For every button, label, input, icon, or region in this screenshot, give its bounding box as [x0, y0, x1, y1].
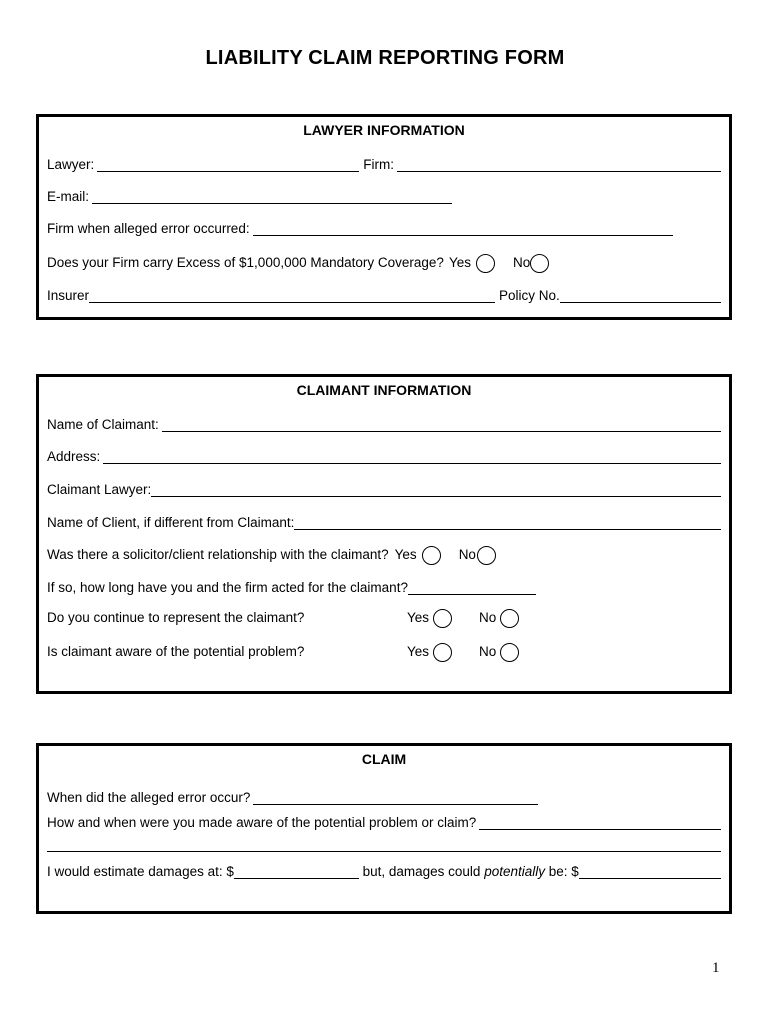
claim-heading: CLAIM: [361, 751, 407, 767]
relationship-yes-label: Yes: [394, 547, 417, 562]
email-field[interactable]: [92, 190, 452, 204]
lawyer-field[interactable]: [97, 158, 359, 172]
client-name-row: [47, 512, 721, 530]
how-long-question: If so, how long have you and the firm acted for the claimant?: [47, 580, 408, 595]
insurer-label: Insurer: [47, 288, 90, 303]
lawyer-label: Lawyer:: [47, 157, 95, 172]
continue-no-label: No: [479, 610, 497, 625]
excess-no-radio[interactable]: [530, 254, 549, 273]
aware-question: Is claimant aware of the potential problem?: [47, 644, 305, 659]
insurer-field[interactable]: [89, 289, 495, 303]
page-number: 1: [712, 960, 720, 976]
estimate-middle: but, damages could: [358, 864, 485, 879]
aware-yes-radio[interactable]: [433, 643, 452, 662]
continue-yes-label: Yes: [407, 610, 430, 625]
when-error-row: [47, 787, 721, 805]
lawyer-information-section: [36, 114, 732, 320]
claimant-name-label: Name of Claimant:: [47, 417, 159, 432]
aware-no-label: No: [479, 644, 497, 659]
continue-yes-radio[interactable]: [433, 609, 452, 628]
claim-section: [36, 743, 732, 914]
policy-label: Policy No.: [499, 288, 560, 303]
potential-damages-field[interactable]: [579, 865, 721, 879]
client-name-label: Name of Client, if different from Claimant:: [47, 515, 295, 530]
excess-yes-radio[interactable]: [476, 254, 495, 273]
how-long-field[interactable]: [408, 581, 536, 595]
how-when-field[interactable]: [479, 816, 721, 830]
continue-question: Do you continue to represent the claimant?: [47, 610, 305, 625]
lawyer-firm-row: [47, 154, 721, 172]
how-when-row: [47, 812, 721, 830]
address-field[interactable]: [103, 450, 721, 464]
firm-field[interactable]: [397, 158, 721, 172]
relationship-question: Was there a solicitor/client relationship with the claimant?: [47, 547, 389, 562]
excess-yes-label: Yes: [448, 255, 471, 270]
how-long-row: [47, 577, 721, 595]
relationship-no-label: No: [458, 547, 476, 562]
claimant-lawyer-label: Claimant Lawyer:: [47, 482, 152, 497]
firm-when-field[interactable]: [253, 222, 673, 236]
claimant-name-row: [47, 414, 721, 432]
how-when-continuation-field[interactable]: [47, 838, 721, 852]
firm-when-row: [47, 218, 721, 236]
email-label: E-mail:: [47, 189, 90, 204]
firm-label: Firm:: [363, 157, 395, 172]
relationship-yes-radio[interactable]: [422, 546, 441, 565]
address-label: Address:: [47, 449, 101, 464]
estimate-prefix: I would estimate damages at: $: [47, 864, 234, 879]
form-title: LIABILITY CLAIM REPORTING FORM: [205, 47, 565, 69]
excess-no-label: No: [512, 255, 531, 270]
firm-when-label: Firm when alleged error occurred:: [47, 221, 250, 236]
aware-yes-label: Yes: [407, 644, 430, 659]
when-error-field[interactable]: [253, 791, 538, 805]
insurer-policy-row: [47, 285, 721, 303]
aware-no-radio[interactable]: [500, 643, 519, 662]
excess-coverage-row: [47, 252, 721, 270]
claimant-lawyer-row: [47, 479, 721, 497]
email-row: [47, 186, 721, 204]
claimant-information-section: [36, 374, 732, 694]
estimate-suffix: be: $: [545, 864, 579, 879]
claimant-lawyer-field[interactable]: [151, 483, 721, 497]
lawyer-information-heading: LAWYER INFORMATION: [303, 122, 465, 138]
continue-no-radio[interactable]: [500, 609, 519, 628]
claimant-name-field[interactable]: [162, 418, 721, 432]
claimant-information-heading: CLAIMANT INFORMATION: [296, 382, 472, 398]
relationship-no-radio[interactable]: [477, 546, 496, 565]
how-when-continuation-row: [47, 834, 721, 852]
policy-field[interactable]: [560, 289, 721, 303]
address-row: [47, 446, 721, 464]
estimate-italic: potentially: [484, 864, 545, 879]
when-error-label: When did the alleged error occur?: [47, 790, 251, 805]
client-name-field[interactable]: [294, 516, 721, 530]
excess-question: Does your Firm carry Excess of $1,000,000 Mandatory Coverage?: [47, 255, 444, 270]
estimate-field[interactable]: [234, 865, 359, 879]
how-when-label: How and when were you made aware of the potential problem or claim?: [47, 815, 477, 830]
relationship-row: [47, 544, 721, 562]
damages-row: [47, 861, 721, 879]
